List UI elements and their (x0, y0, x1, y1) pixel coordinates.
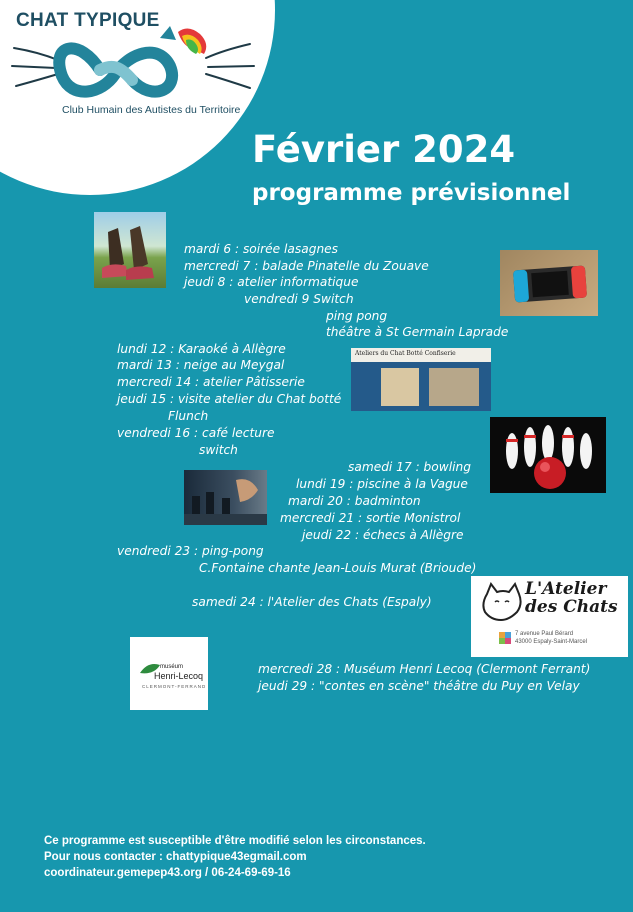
nintendo-switch-photo (500, 250, 598, 316)
cat-infinity-logo (10, 18, 260, 113)
event-line: C.Fontaine chante Jean-Louis Murat (Brioude) (199, 561, 477, 575)
event-line: mercredi 21 : sortie Monistrol (280, 511, 461, 525)
event-line: ping pong (326, 309, 388, 323)
event-line: mardi 6 : soirée lasagnes (184, 242, 339, 256)
atelier-title: L'Atelier des Chats (525, 579, 618, 617)
chat-botte-shop-photo (351, 348, 491, 411)
event-line: vendredi 9 Switch (244, 292, 354, 306)
puzzle-icon (499, 632, 511, 644)
footer (44, 833, 426, 881)
event-line: jeudi 8 : atelier informatique (184, 275, 359, 289)
event-line: mardi 13 : neige au Meygal (117, 358, 285, 372)
event-line: switch (199, 443, 238, 457)
event-line: lundi 19 : piscine à la Vague (296, 477, 468, 491)
event-line: samedi 24 : l'Atelier des Chats (Espaly) (192, 595, 432, 609)
bowling-photo (490, 417, 606, 493)
event-line: mercredi 28 : Muséum Henri Lecoq (Clermont Ferrant) (258, 662, 591, 676)
shop-window (381, 368, 419, 406)
footer-disclaimer: Ce programme est susceptible d'être modifié selon les circonstances. (44, 835, 426, 847)
logo-tagline: Club Humain des Autistes du Territoire (62, 104, 241, 116)
shop-sign: Ateliers du Chat Botté Confiserie (355, 350, 456, 357)
museum-city: CLERMONT-FERRAND (142, 684, 207, 689)
chess-photo (184, 470, 267, 525)
footer-contact-phone: coordinateur.gemepep43.org / 06-24-69-69-16 (44, 867, 291, 879)
museum-henri-lecoq-logo (130, 637, 208, 710)
atelier-address-line1: 7 avenue Paul Bérard (515, 631, 574, 637)
page-subtitle: programme prévisionnel (252, 180, 571, 206)
museum-label: muséum (160, 664, 184, 670)
footer-contact-email: Pour nous contacter : chattypique43egmail.com (44, 851, 307, 863)
event-line: jeudi 22 : échecs à Allègre (302, 528, 464, 542)
atelier-address-line2: 43000 Espaly-Saint-Marcel (515, 639, 588, 645)
page-title: Février 2024 (252, 128, 516, 171)
event-line: jeudi 29 : "contes en scène" théâtre du Puy en Velay (258, 679, 580, 693)
event-line: théâtre à St Germain Laprade (326, 325, 509, 339)
event-line: mercredi 14 : atelier Pâtisserie (117, 375, 305, 389)
atelier-des-chats-logo (471, 576, 628, 657)
event-line: lundi 12 : Karaoké à Allègre (117, 342, 286, 356)
event-line: Flunch (168, 409, 209, 423)
museum-name: Henri-Lecoq (154, 671, 204, 681)
cat-icon (479, 582, 523, 622)
event-line: mercredi 7 : balade Pinatelle du Zouave (184, 259, 429, 273)
hiking-boots-photo (94, 212, 166, 288)
logo-name: CHAT TYPIQUE (16, 10, 160, 31)
event-line: mardi 20 : badminton (288, 494, 421, 508)
event-line: samedi 17 : bowling (348, 460, 471, 474)
event-line: vendredi 23 : ping-pong (117, 544, 264, 558)
shop-window (429, 368, 479, 406)
event-line: jeudi 15 : visite atelier du Chat botté (117, 392, 342, 406)
event-line: vendredi 16 : café lecture (117, 426, 275, 440)
